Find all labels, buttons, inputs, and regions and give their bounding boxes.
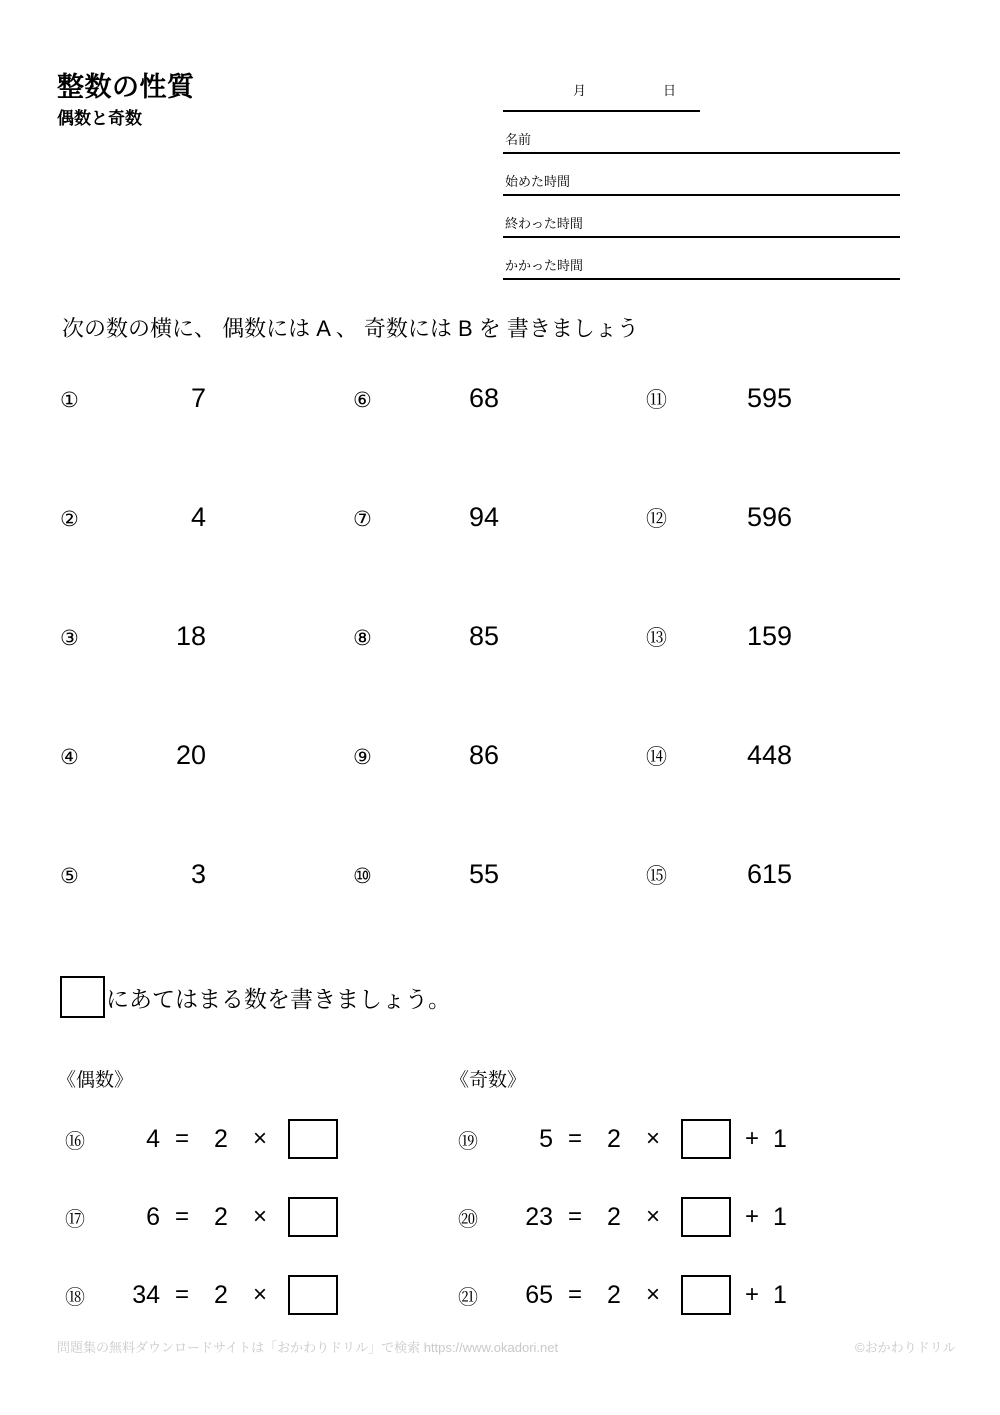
problem-item[interactable] [60, 742, 353, 861]
problem-marker: ⑮ [646, 865, 667, 888]
times-sign: × [645, 1203, 660, 1230]
end-time-label: 終わった時間 [505, 216, 583, 231]
problem-value: 94 [468, 502, 499, 532]
equation-answer-box[interactable] [288, 1197, 338, 1237]
problem-marker: ① [60, 389, 79, 412]
number-problem-grid [60, 385, 940, 980]
equals-sign: = [567, 1281, 582, 1308]
equation-row [57, 1100, 338, 1178]
equation-factor-two: 2 [607, 1124, 621, 1153]
equation-left-value: 65 [525, 1280, 553, 1309]
problem-marker: ⑤ [60, 865, 79, 888]
equation-marker: ⑱ [65, 1286, 85, 1309]
problem-item[interactable] [60, 504, 353, 623]
footer-site-notice: 問題集の無料ダウンロードサイトは「おかわりドリル」で検索 https://www.okadori.net [57, 1340, 559, 1355]
problem-item[interactable] [60, 385, 353, 504]
problem-value: 85 [468, 621, 499, 651]
problem-value: 159 [746, 621, 792, 651]
times-sign: × [252, 1281, 267, 1308]
problem-item[interactable] [646, 385, 939, 504]
worksheet-title-block [57, 72, 195, 129]
problem-value: 86 [468, 740, 499, 770]
equation-row [57, 1256, 338, 1334]
equals-sign: = [567, 1125, 582, 1152]
instruction-fill-the-box [60, 976, 451, 1018]
problem-value: 615 [746, 859, 792, 889]
problem-marker: ⑭ [646, 746, 667, 769]
equation-factor-two: 2 [214, 1124, 228, 1153]
name-field-row[interactable] [503, 112, 900, 154]
grid-row [60, 861, 940, 980]
name-label: 名前 [505, 132, 532, 147]
equation-left-value: 5 [539, 1124, 553, 1153]
day-label: 日 [663, 83, 677, 98]
equation-marker: ⑲ [458, 1130, 478, 1153]
problem-marker: ⑩ [353, 865, 372, 888]
equation-factor-two: 2 [607, 1202, 621, 1231]
equation-marker: ⑰ [65, 1208, 85, 1231]
inline-answer-box[interactable] [60, 976, 105, 1018]
equation-left-value: 6 [146, 1202, 160, 1231]
equation-answer-box[interactable] [288, 1119, 338, 1159]
equals-sign: = [174, 1203, 189, 1230]
even-numbers-section [57, 1065, 338, 1334]
odd-section-heading: 《奇数》 [450, 1070, 527, 1091]
problem-value: 68 [468, 383, 499, 413]
page-subtitle: 偶数と奇数 [57, 109, 142, 129]
problem-marker: ⑪ [646, 389, 667, 412]
equation-marker: ⑳ [458, 1208, 478, 1231]
problem-item[interactable] [646, 504, 939, 623]
times-sign: × [252, 1125, 267, 1152]
equation-left-value: 4 [146, 1124, 160, 1153]
equation-answer-box[interactable] [681, 1197, 731, 1237]
equation-marker: ㉑ [458, 1286, 478, 1309]
instruction-classify-numbers: 次の数の横に、 偶数には A 、 奇数には B を 書きましょう [62, 316, 639, 341]
grid-row [60, 742, 940, 861]
problem-marker: ④ [60, 746, 79, 769]
problem-value: 7 [190, 383, 206, 413]
problem-marker: ② [60, 508, 79, 531]
student-info-form [503, 74, 900, 280]
problem-item[interactable] [646, 742, 939, 861]
equation-row [450, 1256, 787, 1334]
elapsed-time-field-row[interactable] [503, 238, 900, 280]
times-sign: × [645, 1281, 660, 1308]
date-field-row[interactable] [503, 74, 700, 112]
equation-marker: ⑯ [65, 1130, 85, 1153]
instruction-fill-the-box-text: にあてはまる数を書きましょう。 [106, 985, 451, 1012]
problem-item[interactable] [646, 861, 939, 980]
page-title: 整数の性質 [57, 72, 195, 102]
equation-left-value: 34 [132, 1280, 160, 1309]
equals-sign: = [174, 1125, 189, 1152]
problem-marker: ⑦ [353, 508, 372, 531]
odd-numbers-section [450, 1065, 787, 1334]
problem-marker: ⑧ [353, 627, 372, 650]
equation-factor-two: 2 [214, 1202, 228, 1231]
equation-factor-two: 2 [607, 1280, 621, 1309]
equation-factor-two: 2 [214, 1280, 228, 1309]
month-label: 月 [573, 83, 587, 98]
problem-item[interactable] [353, 504, 646, 623]
problem-item[interactable] [353, 385, 646, 504]
times-sign: × [645, 1125, 660, 1152]
equation-addend-one: 1 [773, 1202, 787, 1231]
even-section-heading: 《偶数》 [57, 1070, 134, 1091]
equals-sign: = [174, 1281, 189, 1308]
problem-marker: ⑬ [646, 627, 667, 650]
problem-value: 595 [746, 383, 792, 413]
problem-marker: ⑨ [353, 746, 372, 769]
equals-sign: = [567, 1203, 582, 1230]
start-time-field-row[interactable] [503, 154, 900, 196]
equation-left-value: 23 [525, 1202, 553, 1231]
elapsed-time-label: かかった時間 [505, 258, 584, 273]
problem-value: 596 [746, 502, 792, 532]
grid-row [60, 504, 940, 623]
problem-item[interactable] [646, 623, 939, 742]
problem-item[interactable] [60, 623, 353, 742]
plus-sign: + [744, 1125, 759, 1152]
equation-addend-one: 1 [773, 1124, 787, 1153]
equation-addend-one: 1 [773, 1280, 787, 1309]
equation-answer-box[interactable] [681, 1275, 731, 1315]
problem-marker: ⑫ [646, 508, 667, 531]
problem-value: 4 [190, 502, 206, 532]
times-sign: × [252, 1203, 267, 1230]
start-time-label: 始めた時間 [505, 174, 571, 189]
plus-sign: + [744, 1203, 759, 1230]
problem-item[interactable] [353, 861, 646, 980]
end-time-field-row[interactable] [503, 196, 900, 238]
problem-value: 3 [190, 859, 206, 889]
equation-row [57, 1178, 338, 1256]
problem-marker: ③ [60, 627, 79, 650]
grid-row [60, 385, 940, 504]
footer-copyright: ©おかわりドリル [855, 1340, 956, 1355]
problem-value: 18 [175, 621, 206, 651]
equation-answer-box[interactable] [681, 1119, 731, 1159]
problem-value: 55 [468, 859, 499, 889]
grid-row [60, 623, 940, 742]
problem-item[interactable] [60, 861, 353, 980]
problem-value: 448 [746, 740, 792, 770]
plus-sign: + [744, 1281, 759, 1308]
equation-answer-box[interactable] [288, 1275, 338, 1315]
problem-marker: ⑥ [353, 389, 372, 412]
problem-item[interactable] [353, 623, 646, 742]
problem-item[interactable] [353, 742, 646, 861]
equation-row [450, 1178, 787, 1256]
problem-value: 20 [175, 740, 206, 770]
equation-row [450, 1100, 787, 1178]
